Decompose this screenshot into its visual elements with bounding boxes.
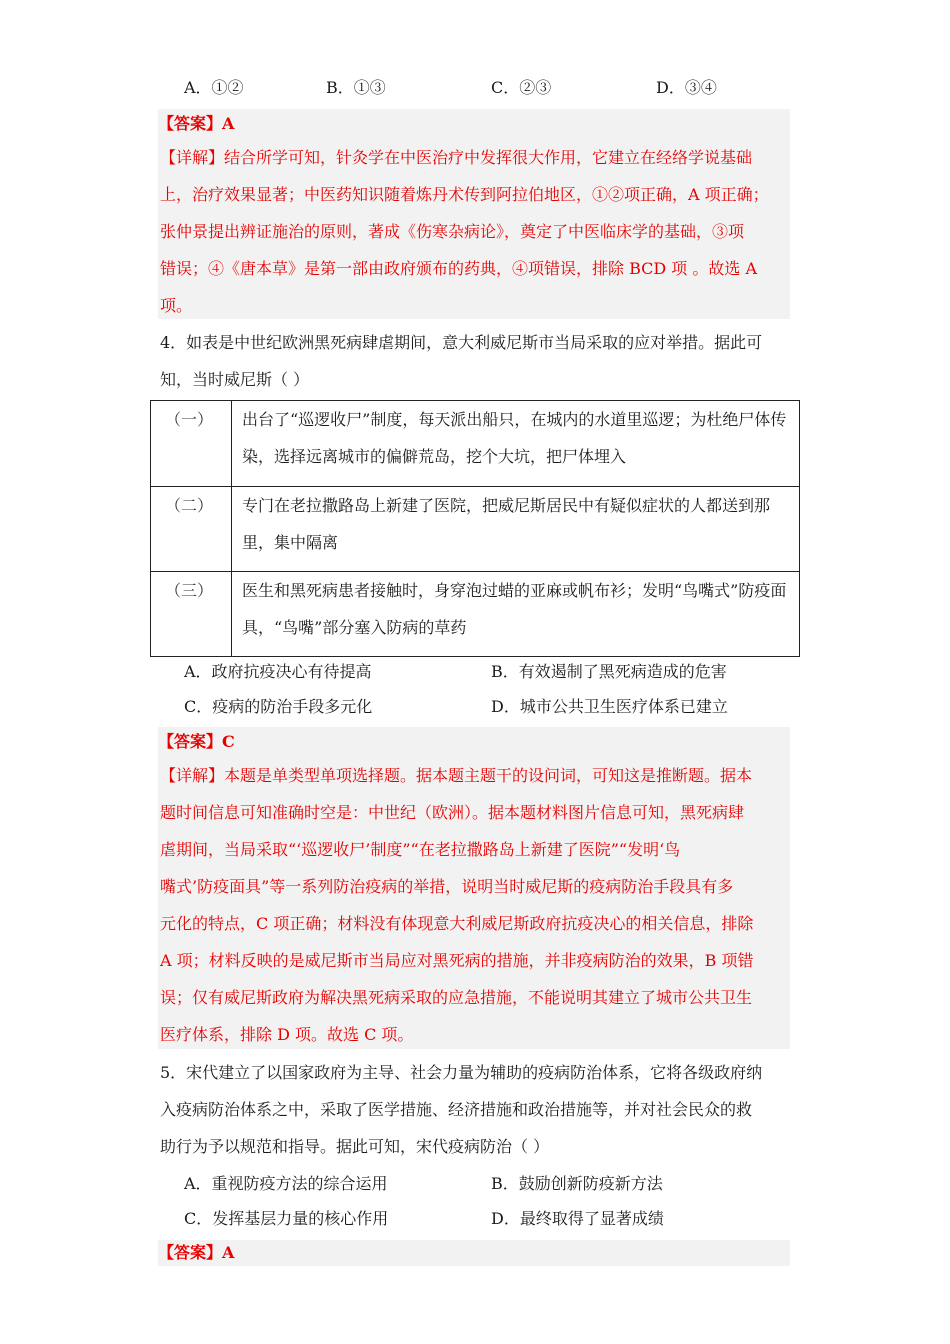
q3-detail-line: 【详解】结合所学可知，针灸学在中医治疗中发挥很大作用，它建立在经络学说基础 — [160, 148, 753, 167]
q4-detail-line: 嘴式’防疫面具”等一系列防治疫病的举措，说明当时威尼斯的疫病防治手段具有多 — [160, 877, 734, 896]
q4-measures-table — [150, 400, 800, 657]
q4-detail-line: 虐期间，当局采取“‘巡逻收尸’制度”“在老拉撒路岛上新建了医院”“发明‘鸟 — [160, 840, 681, 859]
q5-stem-line: 助行为予以规范和指导。据此可知，宋代疫病防治（ ） — [160, 1137, 550, 1156]
q4-detail-line: 误；仅有威尼斯政府为解决黑死病采取的应急措施，不能说明其建立了城市公共卫生 — [160, 988, 753, 1007]
q3-option-d: D．③④ — [656, 78, 717, 97]
q5-answer-label: 【答案】A — [158, 1243, 235, 1262]
q3-detail-line: 错误；④《唐本草》是第一部由政府颁布的药典，④项错误，排除 BCD 项 。故选 A — [160, 259, 758, 278]
q4-stem-line: 知，当时威尼斯（ ） — [160, 370, 310, 389]
q3-detail-line: 上，治疗效果显著；中医药知识随着炼丹术传到阿拉伯地区，①②项正确，A 项正确； — [160, 185, 769, 204]
table-row-content: 专门在老拉撒路岛上新建了医院，把威尼斯居民中有疑似症状的人都送到那里，集中隔离 — [232, 487, 800, 572]
q3-option-a: A．①② — [184, 78, 244, 97]
q4-answer-label: 【答案】C — [158, 732, 235, 751]
q5-option-c: C．发挥基层力量的核心作用 — [184, 1209, 389, 1228]
q4-option-d: D．城市公共卫生医疗体系已建立 — [491, 697, 728, 716]
q4-stem-line: 4．如表是中世纪欧洲黑死病肆虐期间，意大利威尼斯市当局采取的应对举措。据此可 — [160, 333, 763, 352]
q4-detail-line: A 项；材料反映的是威尼斯市当局应对黑死病的措施，并非疫病防治的效果，B 项错 — [160, 951, 754, 970]
q4-detail-line: 医疗体系，排除 D 项。故选 C 项。 — [160, 1025, 414, 1044]
q5-option-b: B．鼓励创新防疫新方法 — [491, 1174, 663, 1193]
q3-option-b: B．①③ — [326, 78, 386, 97]
table-row — [151, 572, 800, 657]
q4-detail-line: 元化的特点，C 项正确；材料没有体现意大利威尼斯政府抗疫决心的相关信息，排除 — [160, 914, 754, 933]
q4-detail-line: 【详解】本题是单类型单项选择题。据本题主题干的设问词，可知这是推断题。据本 — [160, 766, 753, 785]
q5-stem-line: 5．宋代建立了以国家政府为主导、社会力量为辅助的疫病防治体系，它将各级政府纳 — [160, 1063, 763, 1082]
q3-option-c: C．②③ — [491, 78, 552, 97]
table-row-content: 出台了“巡逻收尸”制度，每天派出船只，在城内的水道里巡逻；为杜绝尸体传染，选择远离城市的偏僻荒岛，挖个大坑，把尸体埋入 — [232, 401, 800, 487]
q3-detail-line: 张仲景提出辨证施治的原则，著成《伤寒杂病论》，奠定了中医临床学的基础，③项 — [160, 222, 745, 241]
table-row-label: （二） — [151, 487, 232, 572]
q5-stem-line: 入疫病防治体系之中，采取了医学措施、经济措施和政治措施等，并对社会民众的救 — [160, 1100, 753, 1119]
table-row-content: 医生和黑死病患者接触时，身穿泡过蜡的亚麻或帆布衫；发明“鸟嘴式”防疫面具，“鸟嘴”部分塞入防病的草药 — [232, 572, 800, 657]
q5-option-d: D．最终取得了显著成绩 — [491, 1209, 664, 1228]
table-row-label: （三） — [151, 572, 232, 657]
q3-answer-box — [158, 109, 790, 319]
table-row-label: （一） — [151, 401, 232, 487]
q4-answer-box — [158, 727, 790, 1049]
q5-option-a: A．重视防疫方法的综合运用 — [184, 1174, 388, 1193]
table-row — [151, 401, 800, 487]
q4-option-c: C．疫病的防治手段多元化 — [184, 697, 373, 716]
q3-answer-label: 【答案】A — [158, 114, 235, 133]
table-row — [151, 487, 800, 572]
q5-answer-box — [158, 1240, 790, 1266]
q4-detail-line: 题时间信息可知准确时空是：中世纪（欧洲）。据本题材料图片信息可知，黑死病肆 — [160, 803, 745, 822]
q4-option-b: B．有效遏制了黑死病造成的危害 — [491, 662, 727, 681]
q4-option-a: A．政府抗疫决心有待提高 — [184, 662, 372, 681]
q3-detail-line: 项。 — [160, 296, 193, 315]
